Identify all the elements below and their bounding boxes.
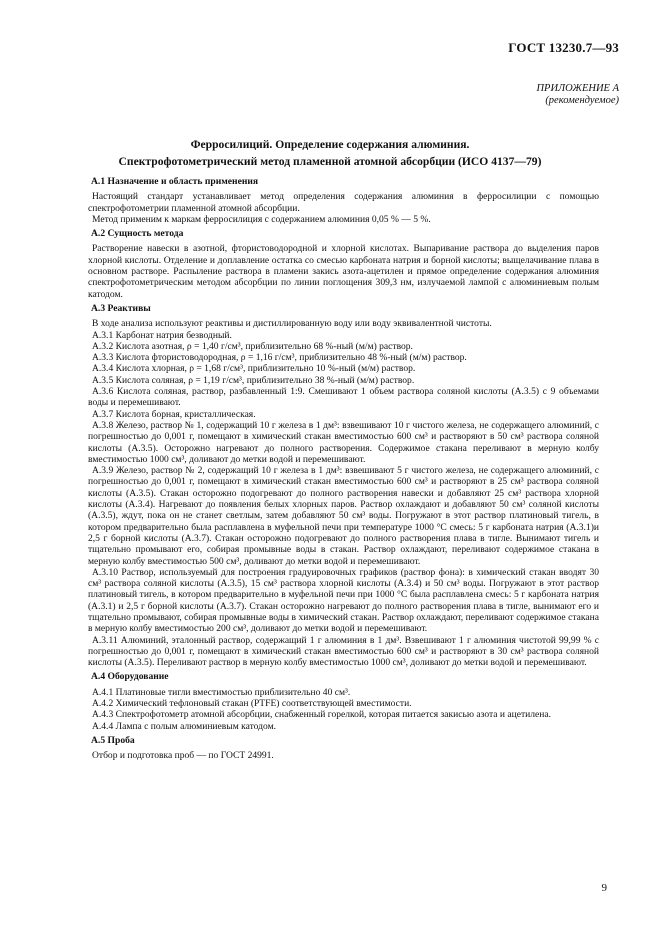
list-item: А.3.11 Алюминий, эталонный раствор, содержащий 1 г алюминия в 1 дм³. Взвешивают 1 г алюминия чистотой 99,99 % с погрешностью до 0,001 г, помещают в химический стакан вместимостью 600 см³ и растворяют в 30 см³ раствора соляной кислоты (А.3.5). Переливают раствор в мерную колбу вместимостью 1000 см³, доливают до метки водой и перемешивают. [88, 634, 599, 669]
standard-code: ГОСТ 13230.7—93 [508, 40, 619, 55]
list-item: А.3.6 Кислота соляная, раствор, разбавленный 1:9. Смешивают 1 объем раствора соляной кислоты (А.3.5) с 9 объемами воды и перемешивают. [88, 386, 599, 409]
list-item: А.3.5 Кислота соляная, ρ = 1,19 г/см³, приблизительно 38 %-ный (м/м) раствор. [92, 374, 415, 386]
section-heading-a2: А.2 Сущность метода [91, 228, 184, 240]
list-item: А.3.9 Железо, раствор № 2, содержащий 10 г железа в 1 дм³: взвешивают 5 г чистого железа, не содержащего алюминий, с погрешностью до 0,001 г, помещают в химический стакан вместимостью 600 см³ и растворяют в 25 см³ раствора соляной кислоты (А.3.5). Стакан осторожно подогревают до полного растворения навески и добавляют 25 см³ раствора хлорной кислоты (А.3.4). Нагревают до появления белых хлорных паров. Раствор охлаждают и добавляют 50 см³ соляной кислоты (А.3.5), ждут, пока он не станет светлым, затем добавляют 50 см³ воды. Погружают в этот раствор платиновый тигель, в котором предварительно была расплавлена в муфельной печи при температуре 1000 °С смесь: 5 г карбоната натрия (А.3.1)и 2,5 г борной кислоты (А.3.7). Стакан осторожно подогревают до полного растворения плава в тигле. Вынимают тигель и тщательно промывают его, собирая промывные воды в стакан. Раствор охлаждают, переливают содержимое стакана в мерную колбу вместимостью 500 см³, доливают до метки водой и перемешивают. [88, 465, 599, 567]
appendix-note: (рекомендуемое) [545, 95, 619, 106]
document-title [60, 136, 600, 170]
section-heading-a4: А.4 Оборудование [91, 671, 169, 683]
list-item: А.4.2 Химический тефлоновый стакан (PTFE) соответствующей вместимости. [92, 698, 412, 710]
document-body [88, 176, 599, 762]
list-item: А.3.3 Кислота фтористоводородная, ρ = 1,16 г/см³, приблизительно 48 %-ный (м/м) раствор. [92, 352, 467, 364]
page-number: 9 [601, 882, 607, 894]
list-item: А.3.4 Кислота хлорная, ρ = 1,68 г/см³, приблизительно 10 %-ный (м/м) раствор. [92, 363, 416, 375]
title-line-2: Спектрофотометрический метод пламенной атомной абсорбции (ИСО 4137—79) [118, 155, 542, 168]
list-item: А.4.1 Платиновые тигли вместимостью приблизительно 40 см³. [92, 686, 351, 698]
list-item: А.4.3 Спектрофотометр атомной абсорбции, снабженный горелкой, которая питается закисью азота и ацетилена. [92, 709, 551, 721]
section-heading-a3: А.3 Реактивы [91, 302, 151, 314]
paragraph: Отбор и подготовка проб — по ГОСТ 24991. [92, 750, 274, 762]
list-item: А.3.2 Кислота азотная, ρ = 1,40 г/см³, приблизительно 68 %-ный (м/м) раствор. [92, 340, 413, 352]
list-item: А.3.8 Железо, раствор № 1, содержащий 10 г железа в 1 дм³: взвешивают 10 г чистого железа, не содержащего алюминий, с погрешностью до 0,001 г, помещают в химический стакан вместимостью 600 см³ и растворяют в 50 см³ раствора соляной кислоты (А.3.5). Осторожно нагревают до полного растворения. Содержимое стакана переливают в мерную колбу вместимостью 1000 см³, доливают до метки водой и перемешивают. [88, 419, 599, 465]
list-item: А.3.1 Карбонат натрия безводный. [92, 329, 232, 341]
section-heading-a5: А.5 Проба [91, 734, 135, 746]
title-line-1: Ферросилиций. Определение содержания алюминия. [190, 138, 470, 151]
paragraph: В ходе анализа используют реактивы и дистиллированную воду или воду эквивалентной чистоты. [92, 318, 492, 330]
paragraph: Растворение навески в азотной, фтористоводородной и хлорной кислотах. Выпаривание раствора до выделения паров хлорной кислоты. Отделение и доплавление остатка со смесью карбоната натрия и борной кислоты; выщелачивание плава в основном растворе. Распыление раствора в пламени закись азота-ацетилен и прямое определение содержания алюминия спектрофотометрическим методом абсорбции по линии поглощения 309,3 нм, излучаемой лампой с алюминиевым полым катодом. [88, 243, 599, 300]
section-heading-a1: А.1 Назначение и область применения [91, 176, 259, 187]
list-item: А.4.4 Лампа с полым алюминиевым катодом. [92, 720, 277, 732]
list-item: А.3.10 Раствор, используемый для построения градуировочных графиков (раствор фона): в химический стакан вводят 30 см³ раствора соляной кислоты (А.3.5), 15 см³ раствора хлорной кислоты (А.3.4) и 50 см³ воды. Погружают в этот раствор платиновый тигель, в котором предварительно в муфельной печи при 1000 °С была расплавлена смесь: 5 г карбоната натрия (А.3.1) и 2,5 г борной кислоты (А.3.7). Стакан осторожно нагревают до полного растворения плава в тигле, вынимают его и тщательно промывают, собирая промывные воды в химический стакан. Раствор охлаждают, переливают содержимое стакана в мерную колбу вместимостью 200 см³, доливают до метки водой и перемешивают. [88, 566, 599, 635]
appendix-title: ПРИЛОЖЕНИЕ А [536, 83, 619, 94]
appendix-label [536, 83, 619, 107]
paragraph: Настоящий стандарт устанавливает метод определения содержания алюминия в ферросилиции с помощью спектрофотометрии пламенной атомной абсорбции. [88, 191, 599, 214]
paragraph: Метод применим к маркам ферросилиция с содержанием алюминия 0,05 % — 5 %. [92, 213, 431, 225]
list-item: А.3.7 Кислота борная, кристаллическая. [92, 408, 256, 420]
